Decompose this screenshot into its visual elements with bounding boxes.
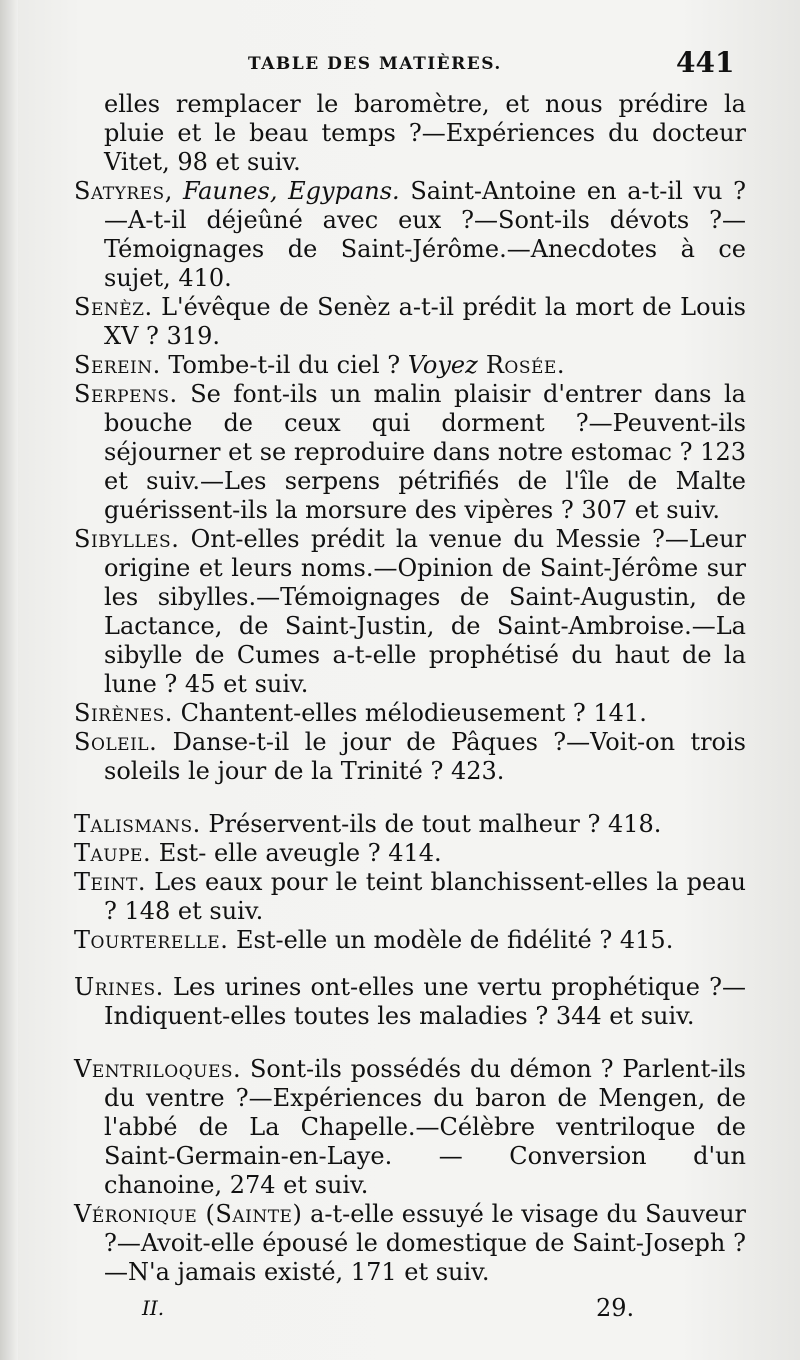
entry-text: Les eaux pour le teint blanchissent-elles la peau ? 148 et suiv. [104, 868, 746, 925]
entry-text: Danse-t-il le jour de Pâques ?—Voit-on trois soleils le jour de la Trinité ? 423. [104, 728, 746, 785]
signature-mark: II. [142, 1296, 165, 1320]
entry-text: Se font-ils un malin plaisir d'entrer dans la bouche de ceux qui dorment ?—Peuvent-ils séjourner et se reproduire dans notre estomac ? 123 et suiv.—Les serpens pétrifiés de l'île de Malte guérissent-ils la morsure des vipères ? 307 et suiv. [104, 380, 746, 524]
cross-reference-target: Rosée. [477, 351, 565, 379]
entry-separator: , [164, 177, 184, 205]
entry-sibylles [74, 525, 746, 699]
entry-tourterelle [74, 926, 746, 955]
entry-head: Satyres [74, 177, 165, 205]
entry-head: Tourterelle. [74, 926, 229, 954]
continued-entry: elles remplacer le baromètre, et nous prédire la pluie et le beau temps ?—Expériences du docteur Vitet, 98 et suiv. [104, 90, 746, 176]
entry-taupe [74, 839, 746, 868]
page-footer [0, 1296, 800, 1326]
sheet-number: 29. [596, 1294, 635, 1322]
entry-text: Les urines ont-elles une vertu prophétique ?—Indiquent-elles toutes les maladies ? 344 et suiv. [104, 973, 746, 1030]
entry-head: Ventriloques. [74, 1055, 242, 1083]
entry-head: Véronique (Sainte) [74, 1200, 303, 1228]
entry-head: Teint. [74, 868, 146, 896]
section-gap [74, 1031, 746, 1055]
entry-head: Serein. [74, 351, 161, 379]
entry-italic: Faunes, Egypans. [183, 177, 400, 205]
entry-serpens [74, 380, 746, 525]
entry-text: a-t-elle essuyé le visage du Sauveur ?—Avoit-elle épousé le domestique de Saint-Joseph ?—N'a jamais existé, 171 et suiv. [104, 1200, 747, 1286]
entry-text: Est- elle aveugle ? 414. [151, 839, 442, 867]
section-gap [74, 786, 746, 810]
entry-sirenes [74, 699, 746, 728]
entry-veronique [74, 1200, 746, 1287]
entry-head: Senèz. [74, 293, 153, 321]
entry-head: Sirènes. [74, 699, 173, 727]
entry-text: Chantent-elles mélodieusement ? 141. [172, 699, 647, 727]
entry-text: Est-elle un modèle de fidélité ? 415. [228, 926, 674, 954]
page-edge [0, 0, 18, 1360]
entry-text: L'évêque de Senèz a-t-il prédit la mort de Louis XV ? 319. [104, 293, 746, 350]
entry-head: Urines. [74, 973, 164, 1001]
entry-head: Taupe. [74, 839, 152, 867]
entry-head: Sibylles. [74, 525, 180, 553]
entry-text: Tombe-t-il du ciel ? [160, 351, 408, 379]
entry-senez [74, 293, 746, 351]
entry-urines [74, 973, 746, 1031]
index-body [74, 90, 746, 1287]
header-title: TABLE DES MATIÈRES. [248, 54, 502, 74]
entry-satyres [74, 177, 746, 293]
entry-text: Saint-Antoine en a-t-il vu ?—A-t-il déjeûné avec eux ?—Sont-ils dévots ?—Témoignages de Saint-Jérôme.—Anecdotes à ce sujet, 410. [104, 177, 747, 292]
entry-ventriloques [74, 1055, 746, 1200]
section-gap [74, 955, 746, 973]
entry-talismans [74, 810, 746, 839]
entry-teint [74, 868, 746, 926]
entry-text: Ont-elles prédit la venue du Messie ?—Leur origine et leurs noms.—Opinion de Saint-Jérôme sur les sibylles.—Témoignages de Saint-Augustin, de Lactance, de Saint-Justin, de Saint-Ambroise.—La sibylle de Cumes a-t-elle prophétisé du haut de la lune ? 45 et suiv. [104, 525, 746, 698]
page-number: 441 [676, 46, 735, 79]
entry-text: Sont-ils possédés du démon ? Parlent-ils du ventre ?—Expériences du baron de Mengen, de l'abbé de La Chapelle.—Célèbre ventriloque de Saint-Germain-en-Laye. — Conversion d'un chanoine, 274 et suiv. [104, 1055, 746, 1199]
entry-text: Préservent-ils de tout malheur ? 418. [200, 810, 662, 838]
running-header [0, 46, 800, 84]
entry-head: Soleil. [74, 728, 158, 756]
cross-reference-label: Voyez [407, 351, 478, 379]
entry-serein [74, 351, 746, 380]
entry-head: Talismans. [74, 810, 201, 838]
entry-soleil [74, 728, 746, 786]
entry-head: Serpens. [74, 380, 178, 408]
